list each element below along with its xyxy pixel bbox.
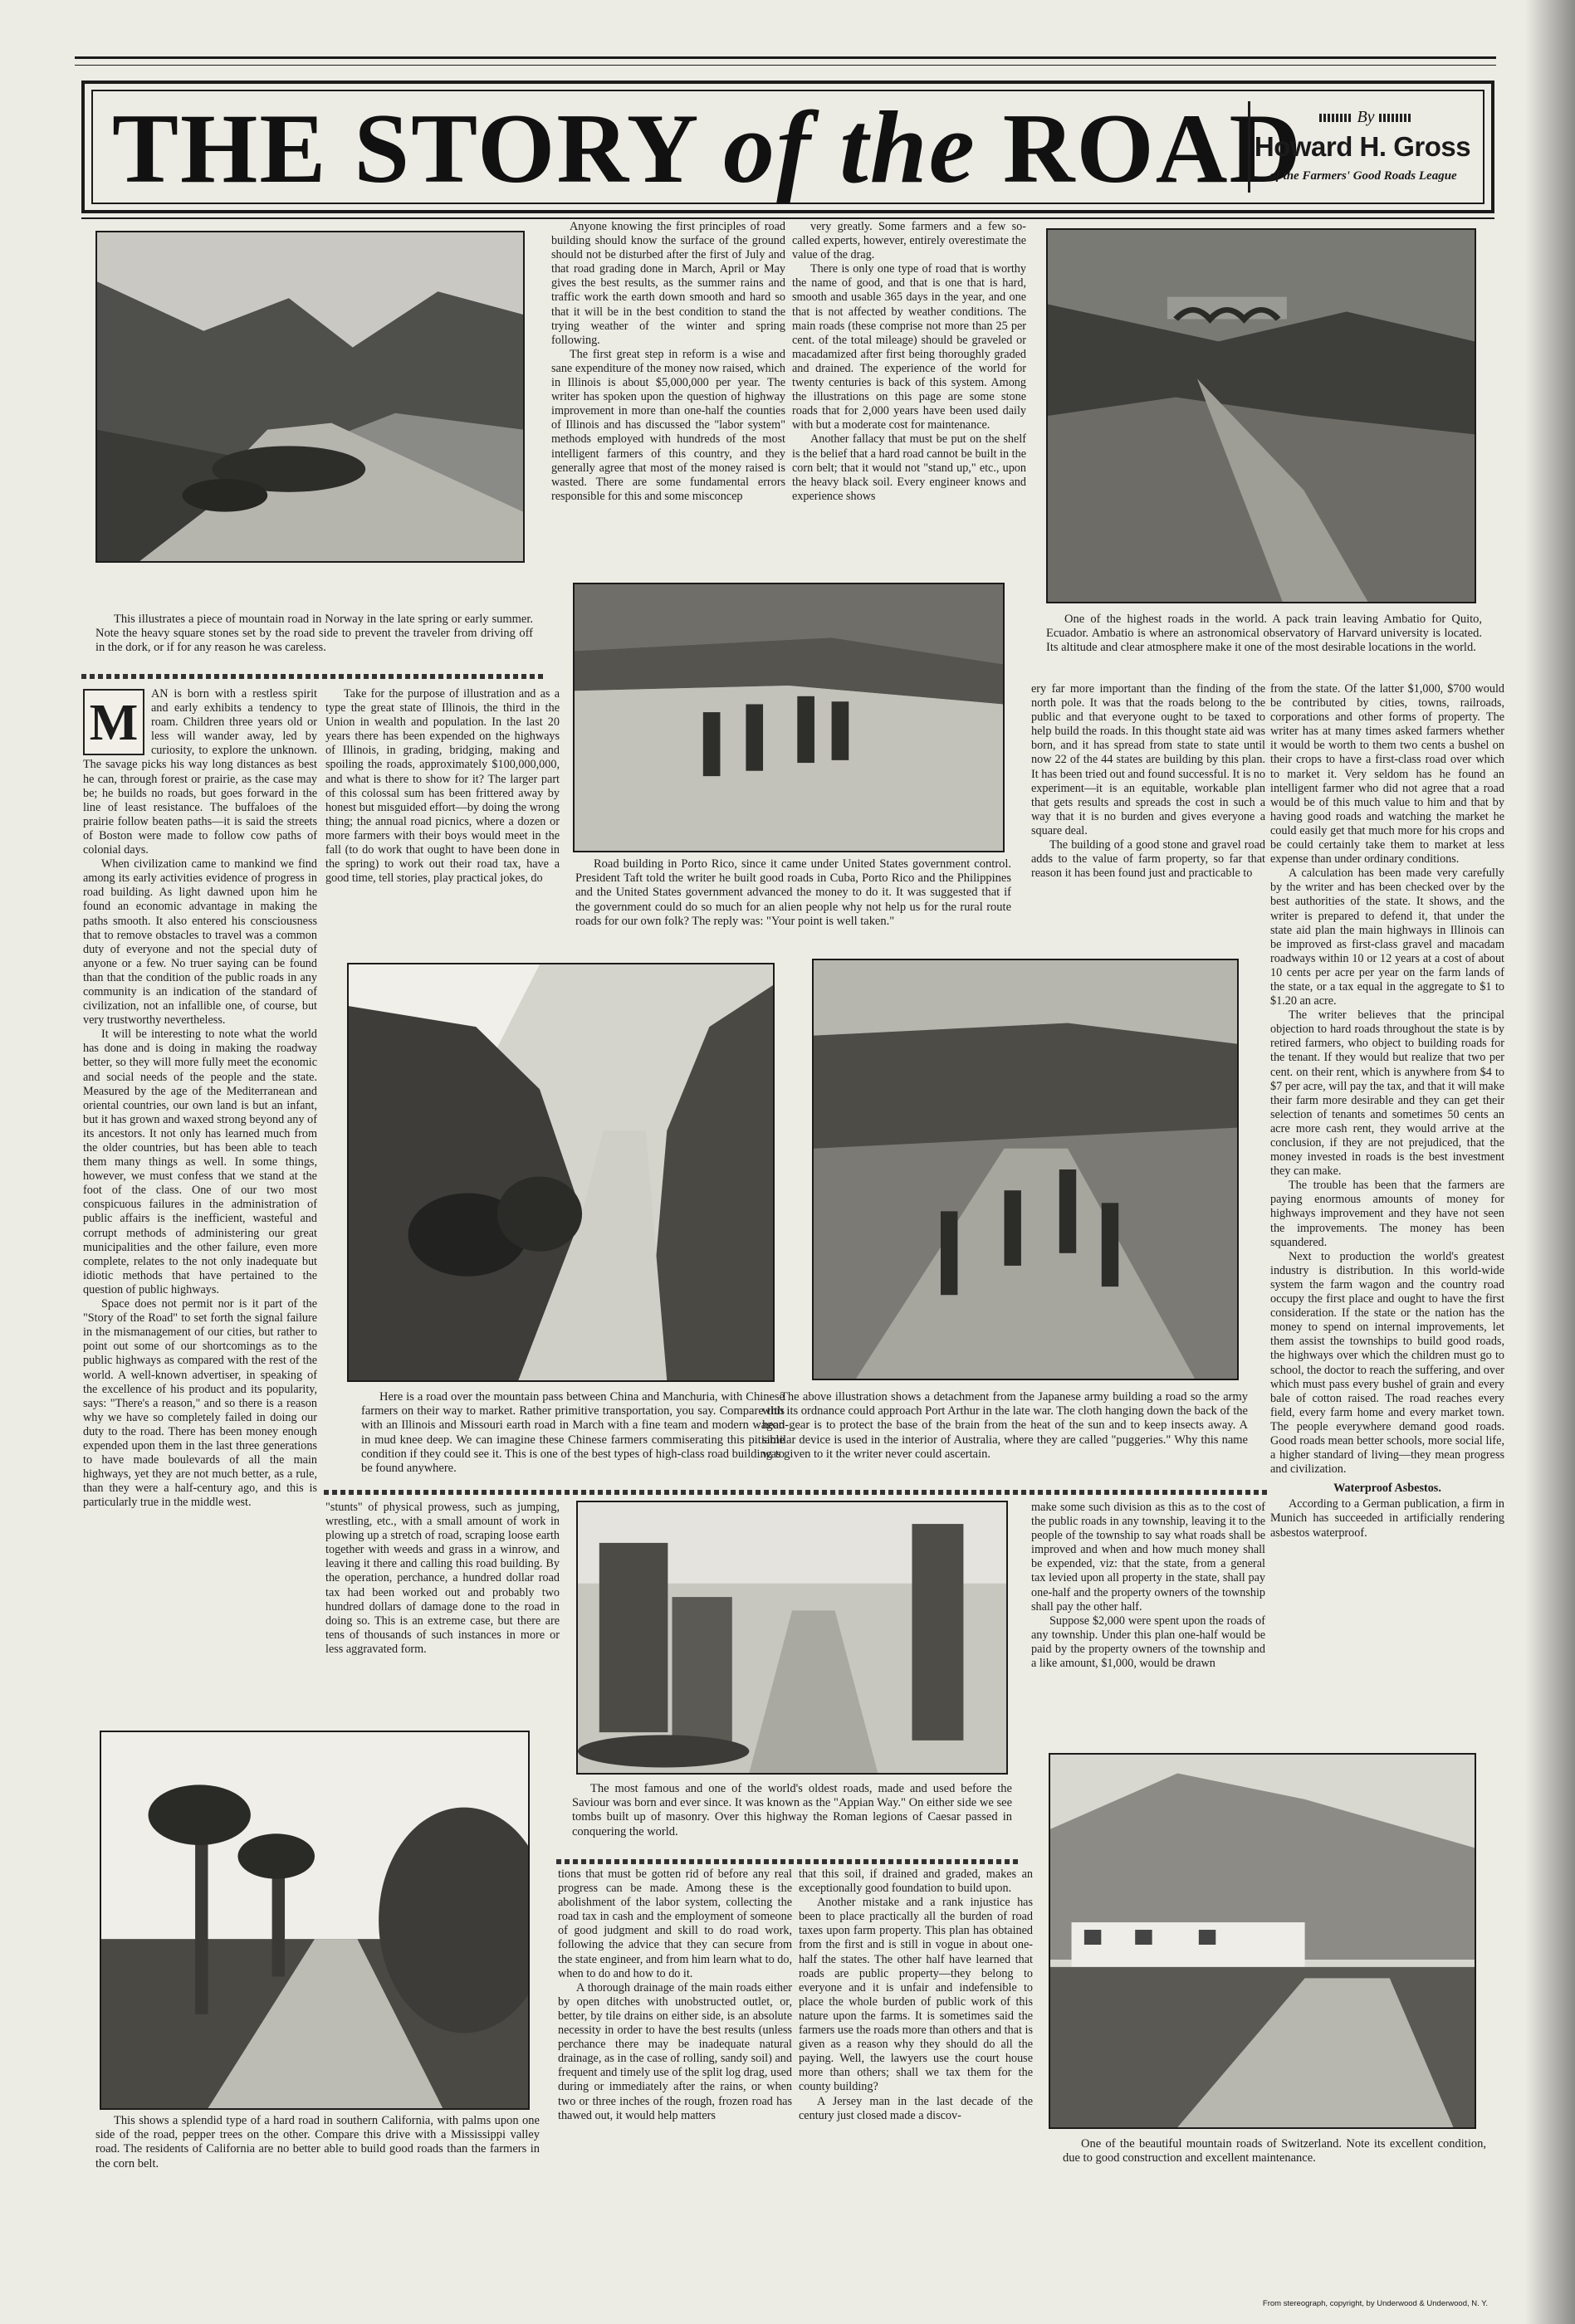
byline-affiliation: of the Farmers' Good Roads League: [1269, 169, 1457, 183]
paragraph: A calculation has been made very carefully by the writer and has been checked over by the best authorities of the state. It shows, and the writer is prepared to defend it, that under the state aid plan the main highways in Illinois can be improved as first-class gravel and macadam roadways within 10 or 12 years at a cost of about 10 cents per acre per year on the farm lands of the state, or a tax equal in the aggregate to $1 to $1.20 an acre.: [1270, 867, 1504, 1008]
column-3-bottom: [799, 1868, 1033, 2249]
headline-of-the: of the: [723, 90, 976, 204]
top-rule-thin: [75, 65, 1496, 66]
paragraph: A thorough drainage of the main roads either by open ditches with unobstructed outlet, or, better, by tile drains on either side, is an absolute necessity in order to have the best results (unless perchance there may be inadequate natural drainage, as in the case of rolling, sandy soil) and frequent and timely use of the split log drag, used during or immediately after the rains, or when two or three inches of the rough, frozen road has thawed out, it would help matters: [558, 1980, 792, 2122]
paragraph: tions that must be gotten rid of before any real progress can be made. Among these is the abolishment of the labor system, collecting the road tax in cash and the employment of someone of good judgment and skill to do road work, following the advice that they can secure from the state engineer, and from him learn what to do, when to do and how to do it.: [558, 1868, 792, 1980]
caption-california: [95, 2114, 540, 2180]
paragraph: "stunts" of physical prowess, such as jumping, wrestling, etc., with a small amount of work in plowing up a stretch of road, scraping loose earth together with weeds and grass in a winrow, and leaving it there and calling this road building. By the operation, perchance, a hundred dollar road tax had been worked out and probably two hundred dollars of damage done to the road in doing so. This is an extreme case, but there are tens of thousands of such instances in more or less aggravated form.: [325, 1501, 560, 1656]
caption-california-text: This shows a splendid type of a hard road in southern California, with palms upon one side of the road, pepper trees on the other. Compare this drive with a Mississippi valley road. The residents of California are no better able to build good roads than the farmers in the corn belt.: [95, 2114, 540, 2170]
paragraph: Suppose $2,000 were spent upon the roads of any township. Under this plan one-half would be paid by the property owners of the township and a like amount, $1,000, would be drawn: [1031, 1614, 1265, 1671]
column-1: [83, 687, 317, 1708]
byline-author: Howard H. Gross: [1254, 131, 1471, 162]
caption-japan: [762, 1390, 1248, 1482]
dropcap: M: [83, 689, 144, 755]
waterproof-heading: Waterproof Asbestos.: [1333, 1482, 1441, 1496]
paragraph: The writer believes that the principal objection to hard roads throughout the state is by retired farmers, who object to building roads for the tenant. If they would but realize that two per cent. on their rent, which is anywhere from $4 to $7 per acre, will pay the tax, and that it will make their farm more desirable and they can get their selection of tenants and sometimes 50 cents an acre more cash rent, they would arrive at the conclusion, if they are not prejudiced, that the money invested in roads is the best investment they can make.: [1270, 1008, 1504, 1179]
paragraph: Next to production the world's greatest industry is distribution. In this world-wide system the farm wagon and the country road occupy the first place and ought to have the first consideration. If the state or the nation has the money to spend on internal improvements, let them assist the townships to build good roads, the highways over which the children must go to school, the doctor to reach the suffering, and over which must pass every bushel of grain and every bale of cotton raised. The road reaches every field, every farm home and every market town. The people everywhere demand good roads. Good roads mean better schools, more social life, a higher standard of living—they mean progress and civilization.: [1270, 1249, 1504, 1477]
paragraph: AN is born with a restless spirit and early exhibits a tendency to roam. Children three years old or less will wander away, led by curiosity, to explore the unknown. The savage picks his way long distances as best he can, through forest or prairie, as the case may be; he builds no roads, but goes forward in the line of least resistance. The buffaloes of the prairie follow beaten paths—it is said the streets of Boston were made to follow cow paths of colonial days.: [83, 687, 317, 857]
paragraph: Another fallacy that must be put on the shelf is the belief that a hard road cannot be built in the corn belt; that it would not "stand up," etc., upon the heavy black soil. Every engineer knows and experience shows: [792, 432, 1026, 503]
caption-ecuador: [1046, 613, 1482, 671]
column-separator: [81, 674, 545, 679]
headline-road: ROAD: [1002, 93, 1304, 203]
byline-by: [1270, 108, 1461, 127]
paragraph: There is only one type of road that is worthy the name of good, and that is one that is hard, smooth and usable 365 days in the year, and one that is not affected by weather conditions. The main roads (these comprise not more than 25 per cent. of the total mileage) should be graveled or macadamized after first being thoroughly graded and drained. The experience of the world for twenty centuries is back of this system. Among the illustrations on this page are some stone roads that for 2,000 years have been used daily with but a moderate cost for maintenance.: [792, 262, 1026, 432]
column-separator: [556, 1859, 1021, 1864]
caption-appian-way: [572, 1782, 1012, 1857]
caption-norway: [95, 613, 533, 664]
caption-ecuador-text: One of the highest roads in the world. A pack train leaving Ambatio for Quito, Ecuador. Ambatio is where an astronomical observatory of Harvard university is located. Its altitude and clear atmosphere make it one of the most desirable locations in the world.: [1046, 613, 1482, 655]
paragraph: When civilization came to mankind we find among its early activities evidence of progress in road building. As light dawned upon him he found an economic advantage in making the paths smooth. It also entered his consciousness that to remove obstacles to travel was a common duty of everyone and not the special duty of anyone or a few. No truer saying can be found than that the condition of the public roads in any community is an indication of the standard of civilization, not an infallible one, of course, but very trustworthy nevertheless.: [83, 857, 317, 1028]
caption-porto-rico-text: Road building in Porto Rico, since it came under United States government control. President Taft told the writer he built good roads in Cuba, Porto Rico and the Philippines and the United States government advanced the money to do it. It was suggested that if the government could do so much for an alien people why not help us for the rural route roads for our own folk? The reply was: "Your point is well taken.": [575, 857, 1011, 928]
paragraph: ery far more important than the finding of the north pole. It was that the roads belong to the public and that everyone ought to be taxed to help build the roads. In this thought state aid was born, and it has spread from state to state until now 22 of the 44 states are building by this plan. It has been tried out and found successful. It is no experiment—it is an equitable, workable plan that gets results and spreads the cost in such a way that it is no burden and gives everyone a square deal.: [1031, 682, 1265, 837]
photo-appian-way: [576, 1501, 1008, 1775]
column-2-bottom: [558, 1868, 792, 2249]
headline-story: THE STORY: [112, 93, 697, 203]
photo-credit: From stereograph, copyright, by Underwood & Underwood, N. Y.: [1262, 2299, 1488, 2308]
photo-switzerland-mountain-road: [1049, 1753, 1476, 2129]
caption-norway-text: This illustrates a piece of mountain road in Norway in the late spring or early summer. Note the heavy square stones set by the road side to prevent the traveler from driving off in the dork, or if for any reason he was careless.: [95, 613, 533, 655]
paragraph: make some such division as this as to the cost of the public roads in any township, leaving it to the people of the township to say what roads shall be improved and when and how much money shall be expended, viz: that the state, from a general tax levied upon all property in the state, shall pay one-half and the property owners of the township shall pay the other half.: [1031, 1501, 1265, 1614]
paragraph: Space does not permit nor is it part of the "Story of the Road" to set forth the signal failure in the mismanagement of our cities, but rather to point out some of our shortcomings as to the public highways as compared with the rest of the world. A well-known advertiser, in speaking of the excellence of his product and its popularity, says: "There's a reason," and so there is a reason why we have so completely failed in doing our duty to the road. There has been money enough expended upon them in the last three generations to have made boulevards of all the main highways, yet they are not much better, as a rule, than they were a half-century ago, and this is particularly true in the middle west.: [83, 1297, 317, 1510]
photo-china-manchuria-pass: [347, 963, 775, 1382]
photo-japanese-army-road: [812, 959, 1239, 1380]
ornament-left-icon: [1319, 114, 1352, 122]
paragraph: The first great step in reform is a wise and sane expenditure of the money now raised, which in Illinois is about $5,000,000 per year. The writer has spoken upon the question of highway improvement in more than one-half the counties of Illinois and has discussed the "labor system" methods employed with hundreds of the most intelligent farmers of this country, and they generally agree that most of the money raised is wasted. There are some fundamental errors responsible for this and some misconcep: [551, 347, 785, 503]
column-5: [1270, 682, 1504, 1724]
column-4-low: [1031, 1501, 1265, 1721]
paragraph: from the state. Of the latter $1,000, $700 would be contributed by cities, towns, railroads, corporations and other forms of property. The writer has at many times asked farmers whether it would be worth to them two cents a bushel on their crops to have a first-class road over which to market it. Very seldom has he found an intelligent farmer who did not agree that a road would be of this much value to him and that by having good roads and watching the market he could easily get that much more for his crops and be could certainly take them to market at less expense than under ordinary conditions.: [1270, 682, 1504, 867]
ornament-right-icon: [1379, 114, 1412, 122]
headline: [112, 90, 1303, 206]
paragraph: Anyone knowing the first principles of road building should know the surface of the ground should not be disturbed after the first of July and that road grading done in March, April or May gives the best results, as the summer rains and traffic work the earth down smooth and hard so that it will be in the best condition to stand the trying weather of the winter and spring following.: [551, 220, 785, 347]
caption-switzerland: [1063, 2137, 1486, 2170]
paragraph: The trouble has been that the farmers are paying enormous amounts of money for highways improvement and they have not seen the improvements. The money has been squandered.: [1270, 1179, 1504, 1249]
column-3-top: [792, 220, 1026, 556]
section-separator: [324, 1490, 1270, 1495]
paragraph: that this soil, if drained and graded, makes an exceptionally good foundation to build upon.: [799, 1868, 1033, 1896]
column-2-mid: [325, 687, 560, 928]
paragraph: It will be interesting to note what the world has done and is doing in making the roadway better, so they will more fully meet the economic and social needs of the people and the state. Measured by the age of the Mediterranean and oriental countries, our own land is but an infant, but it has grown and waxed strong beyond any of its ancestors. It not only has learned much from the older countries, but has been able to teach them many things as well. In some things, however, we must confess that we stand at the foot of the class. One of our two most conspicuous failures in the administration of public affairs is the inefficient, wasteful and corrupt methods of administering our great municipalities and the other failure, even more complete, relates to the not only inadequate but idiotic methods that have pertained to the question of public highways.: [83, 1028, 317, 1296]
caption-china: [361, 1390, 785, 1482]
paragraph: Take for the purpose of illustration and as a type the great state of Illinois, the third in the Union in wealth and population. In the last 20 years there has been expended on the highways of Illinois, in grading, bridging, making and spoiling the roads, approximately $100,000,000, and what is there to show for it? The larger part of this colossal sum has been frittered away by honest but misguided effort—by doing the wrong thing; the annual road picnics, where a dozen or more farmers with their boys would meet in the fall (to do work that ought to have been done in the spring) to work out their road tax, have a good time, tell stories, play practical jokes, do: [325, 687, 560, 886]
caption-porto-rico: [575, 857, 1011, 932]
photo-porto-rico-road-building: [573, 583, 1005, 852]
caption-switzerland-text: One of the beautiful mountain roads of Switzerland. Note its excellent condition, due to good construction and excellent maintenance.: [1063, 2137, 1486, 2165]
caption-appian-way-text: The most famous and one of the world's oldest roads, made and used before the Saviour was born and ever since. It was known as the "Appian Way." On either side we see tombs built up of masonry. Over this highway the Roman legions of Caesar passed in conquering the world.: [572, 1782, 1012, 1838]
column-2-low: [325, 1501, 560, 1708]
caption-china-text: Here is a road over the mountain pass between China and Manchuria, with Chinese farmers on their way to market. Rather primitive transportation, you say. Compare this with an Illinois and Missouri earth road in March with a fine team and modern wagon in mud knee deep. We can imagine these Chinese farmers commiserating this pitiable condition if they could see it. This is one of the best types of high-class road building to be found anywhere.: [361, 1390, 785, 1476]
paragraph: The building of a good stone and gravel road adds to the value of farm property, so far that reason it has been found just and practicable to: [1031, 838, 1265, 881]
caption-japan-text: The above illustration shows a detachment from the Japanese army building a road so the army with its ordnance could approach Port Arthur in the late war. The cloth hanging down the back of the head-gear is to protect the base of the brain from the heat of the sun and to keep insects away. A similar device is used in the interior of Australia, where they are called "puggeries." Why this name was given to it the writer never could ascertain.: [762, 1390, 1248, 1461]
photo-ecuador-pack-train: [1046, 228, 1476, 603]
column-4-mid: [1031, 682, 1265, 928]
paragraph: very greatly. Some farmers and a few so-called experts, however, entirely overestimate the value of the drag.: [792, 220, 1026, 262]
header-bottom-rule: [81, 217, 1494, 219]
paragraph: Another mistake and a rank injustice has been to place practically all the burden of road taxes upon farm property. This plan has obtained from the first and is still in vogue in about one-half the states. The other half have learned that roads are public property—they belong to everyone and it is unfair and indefensible to place the whole burden of public work of this nature upon the farms. It is sometimes said the farmers use the roads more than others and that is given as a reason why they should do all the paying. Well, the lawyers use the court house more than others; shall we tax them for the county building?: [799, 1896, 1033, 2094]
page-edge-shadow: [1525, 0, 1575, 2324]
byline-by-text: By: [1357, 108, 1375, 126]
top-rule: [75, 56, 1496, 59]
photo-norway-mountain-road: [95, 231, 525, 563]
paragraph: According to a German publication, a firm in Munich has succeeded in artificially rendering asbestos waterproof.: [1270, 1497, 1504, 1540]
paragraph: A Jersey man in the last decade of the century just closed made a discov-: [799, 2094, 1033, 2122]
photo-california-palm-road: [100, 1731, 530, 2110]
column-2-top: [551, 220, 785, 556]
